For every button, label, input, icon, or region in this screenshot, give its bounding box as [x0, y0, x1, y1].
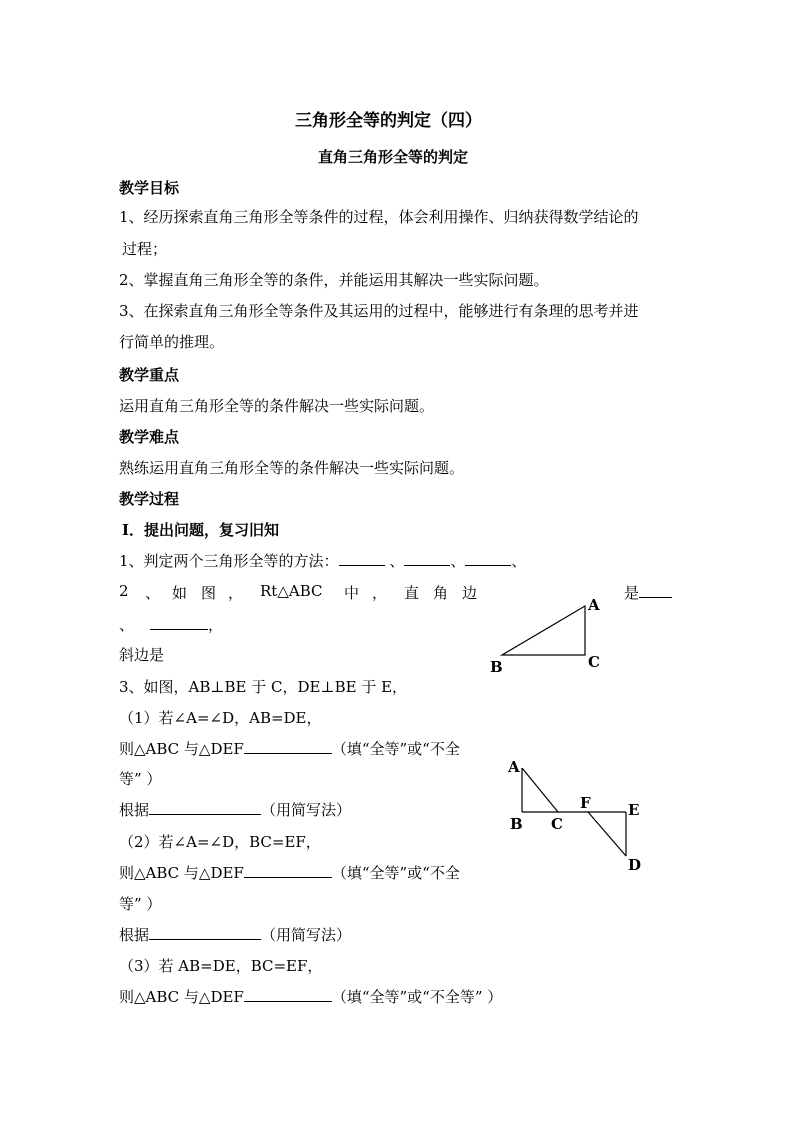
- key-point-text: 运用直角三角形全等的条件解决一些实际问题。: [119, 397, 435, 415]
- q2-word: 直: [404, 584, 420, 602]
- q3-1-basis-hint: （用简写法）: [261, 801, 352, 819]
- q3-2-question-cont: 等” ）: [119, 895, 162, 913]
- figure-1-label-b: B: [490, 658, 503, 676]
- process-heading: 教学过程: [119, 490, 180, 508]
- q2-word: 、: [145, 584, 161, 602]
- q3-1-question-hint: （填“全等”或“不全: [331, 740, 460, 758]
- q3-1-question-text: 则△ABC 与△DEF: [119, 740, 244, 758]
- objective-1-line-2: 过程；: [122, 240, 168, 258]
- page-subtitle: 直角三角形全等的判定: [318, 148, 469, 166]
- figure-2-label-b: B: [510, 815, 523, 833]
- separator: 、: [119, 616, 135, 634]
- q2-word: 如: [172, 584, 188, 602]
- separator: 、: [511, 552, 527, 570]
- q3-1-basis-text: 根据: [119, 801, 150, 819]
- q2-word: 边: [462, 584, 478, 602]
- objective-3-line-1: 3、在探索直角三角形全等条件及其运用的过程中，能够进行有条理的思考并进: [119, 302, 639, 320]
- objective-2: 2、掌握直角三角形全等的条件，并能运用其解决一些实际问题。: [119, 271, 549, 289]
- figure-2-label-c: C: [551, 815, 563, 833]
- page-title: 三角形全等的判定（四）: [295, 111, 482, 131]
- figure-2-label-d: D: [628, 856, 642, 874]
- difficulty-text: 熟练运用直角三角形全等的条件解决一些实际问题。: [119, 459, 465, 477]
- q2-hypotenuse: 斜边是: [119, 646, 165, 664]
- section-1-heading: Ⅰ．提出问题，复习旧知: [122, 521, 280, 539]
- q2-word: ，: [372, 584, 388, 602]
- difficulty-heading: 教学难点: [119, 428, 180, 446]
- objectives-heading: 教学目标: [119, 179, 180, 197]
- figure-1-label-a: A: [588, 596, 600, 614]
- figure-1-label-c: C: [588, 653, 600, 671]
- question-1-text: 1、判定两个三角形全等的方法：: [119, 552, 339, 570]
- q2-rt-triangle: Rt△ABC: [260, 582, 323, 600]
- q3-1-condition: （1）若∠A=∠D，AB=DE，: [119, 709, 322, 727]
- q3-3-condition: （3）若 AB=DE，BC=EF，: [119, 957, 323, 975]
- objective-3-line-2: 行简单的推理。: [119, 333, 225, 351]
- q2-word: 角: [433, 584, 449, 602]
- q2-word: ，: [228, 584, 244, 602]
- q3-2-basis-hint: （用简写法）: [261, 926, 352, 944]
- figure-2-label-f: F: [580, 794, 591, 812]
- q3-2-question-text: 则△ABC 与△DEF: [119, 864, 244, 882]
- segment-ac: [522, 768, 558, 812]
- q2-word: 图: [201, 584, 217, 602]
- objective-1-line-1: 1、经历探索直角三角形全等条件的过程，体会利用操作、归纳获得数学结论的: [119, 208, 639, 226]
- q3-2-basis-text: 根据: [119, 926, 150, 944]
- figure-2-label-e: E: [628, 801, 640, 819]
- figure-2-label-a: A: [508, 758, 520, 776]
- q2-word: 中: [344, 584, 360, 602]
- q3-3-question-text: 则△ABC 与△DEF: [119, 988, 244, 1006]
- q2-number: 2: [119, 582, 129, 600]
- question-3-intro: 3、如图，AB⊥BE 于 C，DE⊥BE 于 E，: [119, 678, 408, 696]
- separator: 、: [450, 552, 466, 570]
- q3-1-question-cont: 等” ）: [119, 770, 162, 788]
- separator: ，: [208, 616, 224, 634]
- segment-fd: [588, 812, 626, 856]
- q3-2-condition: （2）若∠A=∠D，BC=EF，: [119, 833, 321, 851]
- key-point-heading: 教学重点: [119, 366, 180, 384]
- q2-is-text: 是: [624, 584, 640, 602]
- separator: 、: [389, 552, 405, 570]
- q3-2-question-hint: （填“全等”或“不全: [331, 864, 460, 882]
- q3-3-question-hint: （填“全等”或“不全等” ）: [331, 988, 503, 1006]
